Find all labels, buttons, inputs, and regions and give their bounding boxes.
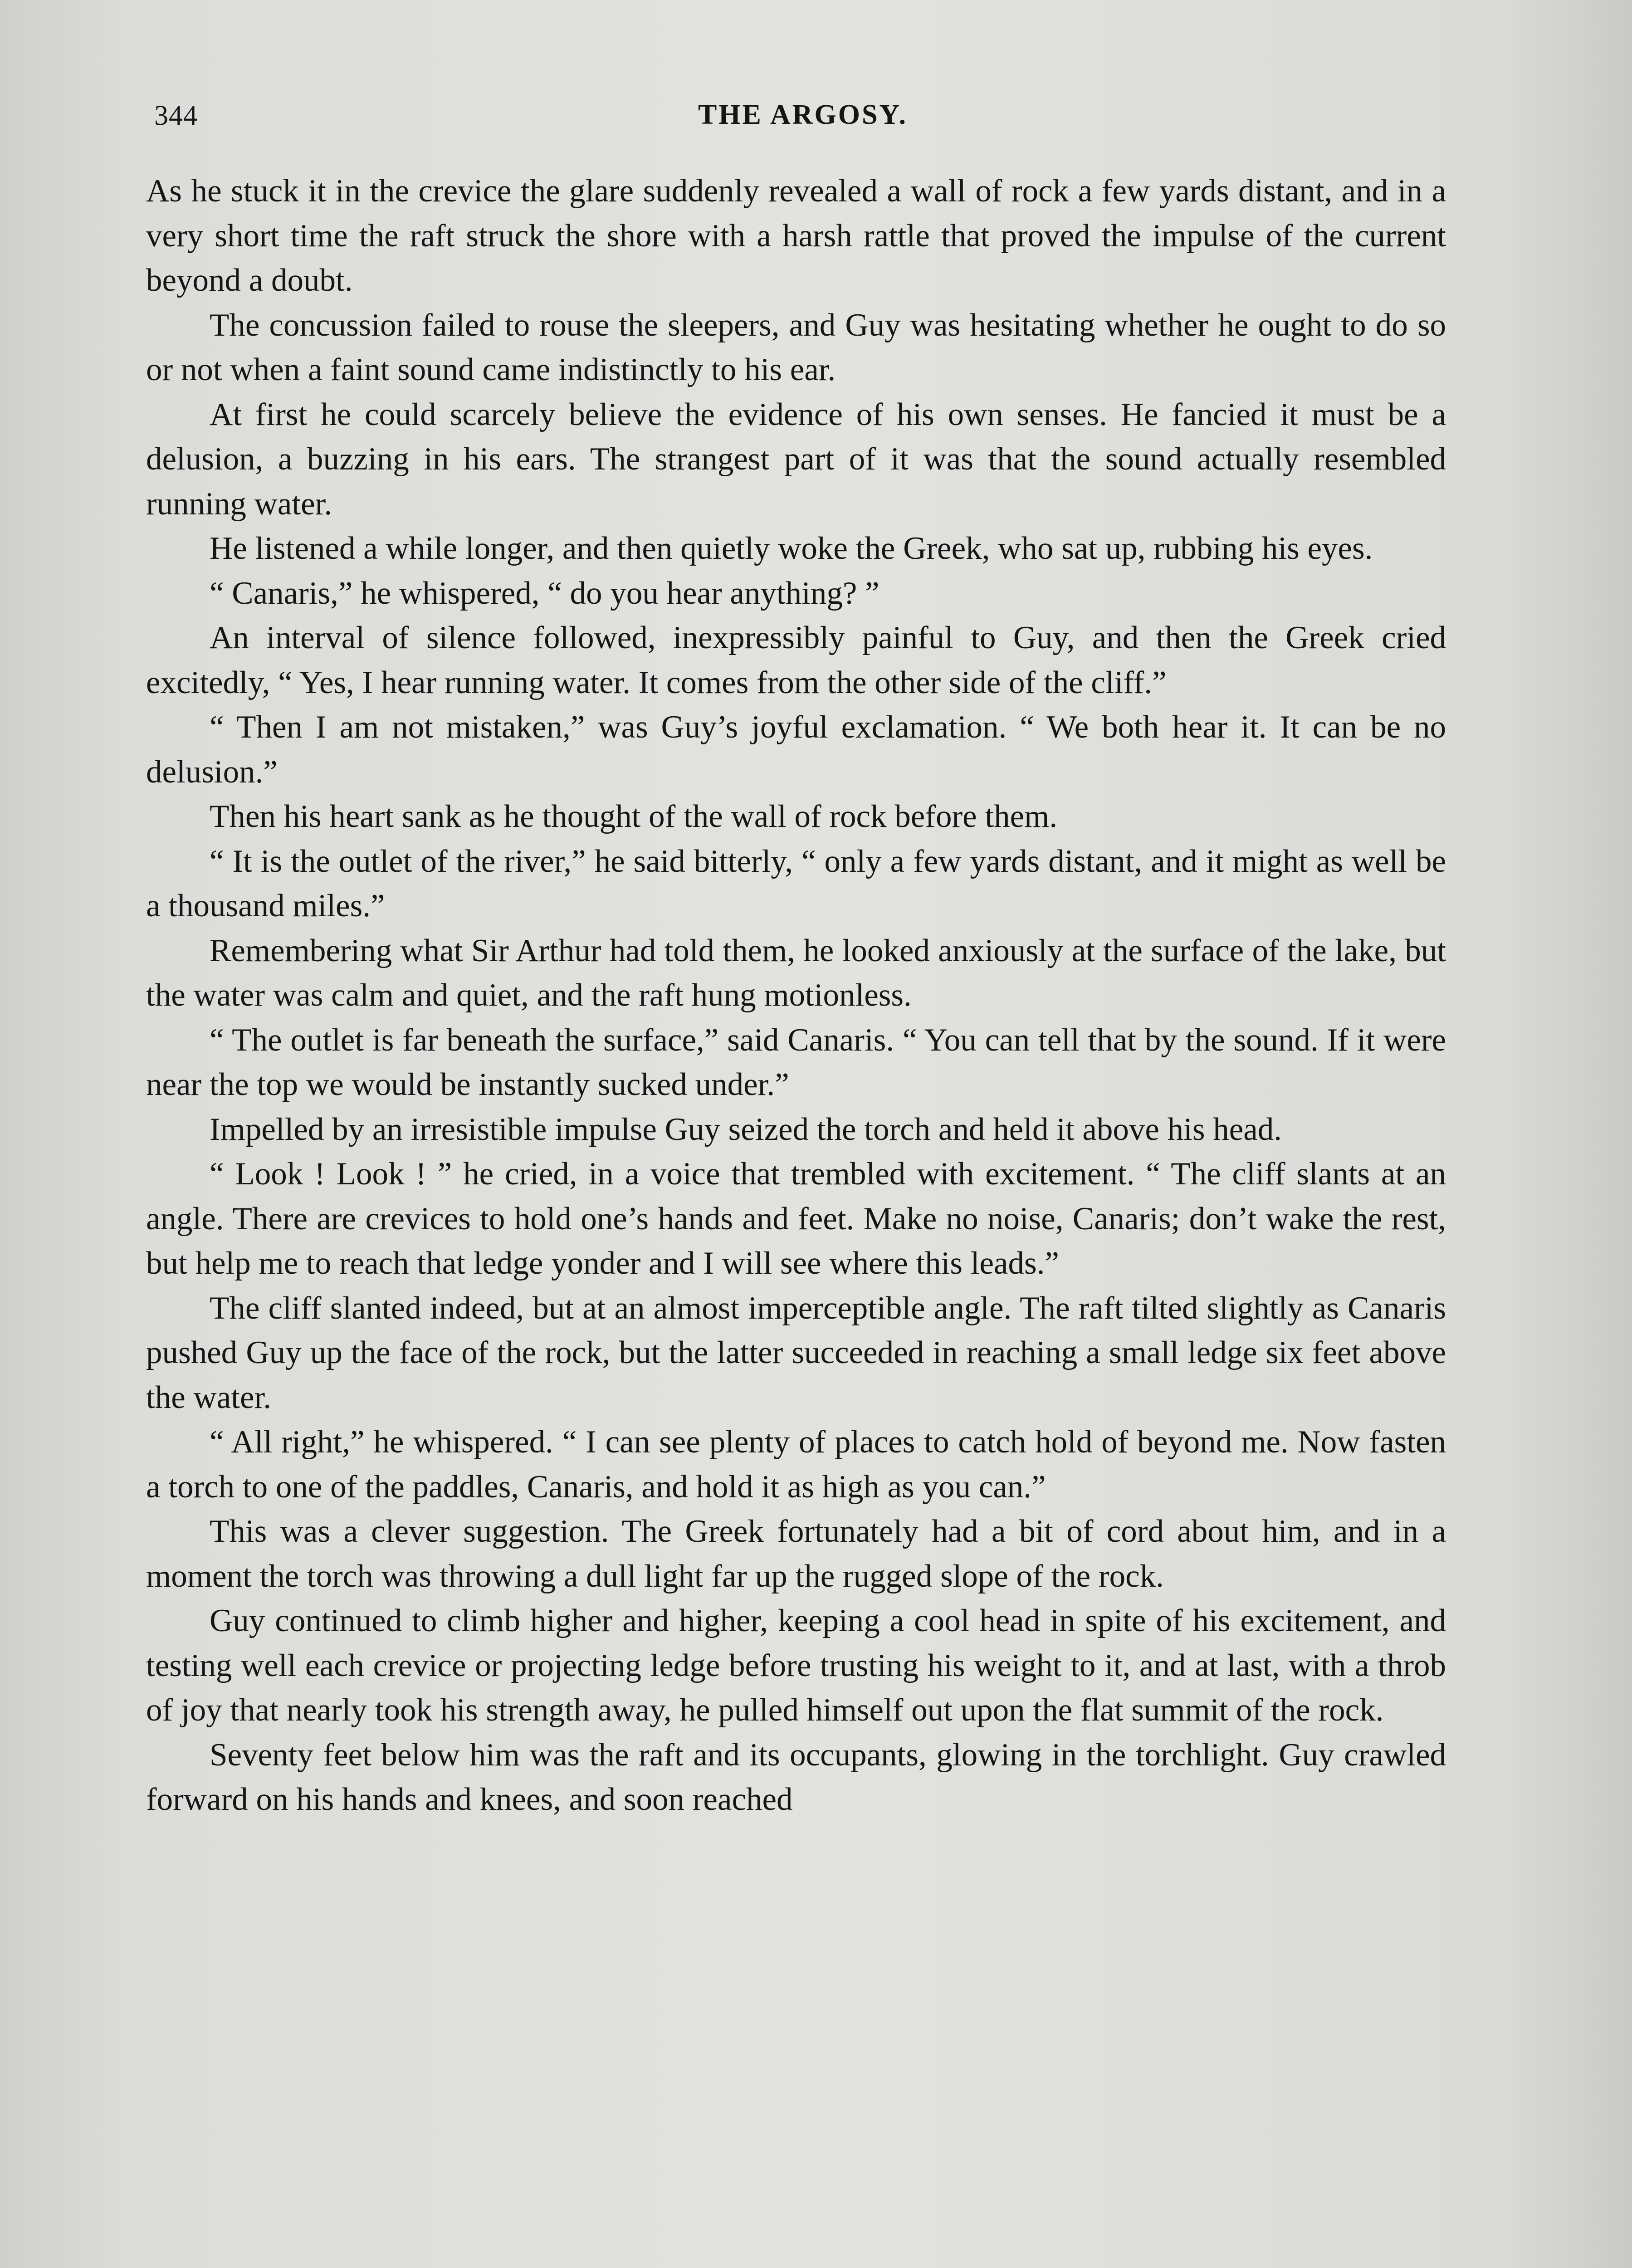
paragraph: “ All right,” he whispered. “ I can see plenty of places to catch hold of beyond me. Now fasten a torch to one of the paddles, Canaris, and hold it as high as you can.”: [146, 1424, 1446, 1505]
paragraph: Guy continued to climb higher and higher, keeping a cool head in spite of his excitement, and testing well each crevice or projecting ledge before trusting his weight to it, and at last, with a throb of joy that nearly took his strength away, he pulled himself out upon the flat summit of the rock.: [146, 1603, 1446, 1728]
paragraph: Remembering what Sir Arthur had told them, he looked anxiously at the surface of the lake, but the water was calm and quiet, and the raft hung motionless.: [146, 933, 1446, 1013]
paragraph: “ Canaris,” he whispered, “ do you hear anything? ”: [210, 575, 880, 611]
paragraph: “ Look ! Look ! ” he cried, in a voice that trembled with excitement. “ The cliff slants at an angle. There are crevices to hold one’s hands and feet. Make no noise, Canaris; don’t wake the rest, but help me to reach that ledge yonder and I will see where this leads.”: [146, 1156, 1446, 1281]
paragraph: The cliff slanted indeed, but at an almost imperceptible angle. The raft tilted slightly as Canaris pushed Guy up the face of the rock, but the latter succeeded in reaching a small ledge six feet above the water.: [146, 1290, 1446, 1415]
body-text: [146, 169, 1446, 1822]
page-header: [154, 95, 1451, 136]
paragraph: Then his heart sank as he thought of the wall of rock before them.: [210, 799, 1058, 834]
paragraph: At first he could scarcely believe the evidence of his own senses. He fancied it must be a delusion, a buzzing in his ears. The strangest part of it was that the sound actually resembled running water.: [146, 396, 1446, 522]
running-title: THE ARGOSY.: [698, 99, 908, 130]
paragraph: He listened a while longer, and then quietly woke the Greek, who sat up, rubbing his eyes.: [210, 531, 1373, 566]
paragraph: Seventy feet below him was the raft and its occupants, glowing in the torchlight. Guy crawled forward on his hands and knees, and soon reached: [146, 1737, 1446, 1817]
paragraph: The concussion failed to rouse the sleepers, and Guy was hesitating whether he ought to do so or not when a faint sound came indistinctly to his ear.: [146, 307, 1446, 387]
paragraph: “ It is the outlet of the river,” he said bitterly, “ only a few yards distant, and it might as well be a thousand miles.”: [146, 843, 1446, 924]
paragraph: “ The outlet is far beneath the surface,” said Canaris. “ You can tell that by the sound. If it were near the top we would be instantly sucked under.”: [146, 1022, 1446, 1102]
paragraph: Impelled by an irresistible impulse Guy seized the torch and held it above his head.: [210, 1111, 1282, 1147]
paragraph: “ Then I am not mistaken,” was Guy’s joyful exclamation. “ We both hear it. It can be no delusion.”: [146, 709, 1446, 790]
page-number: 344: [154, 100, 198, 131]
paragraph: As he stuck it in the crevice the glare suddenly revealed a wall of rock a few yards distant, and in a very short time the raft struck the shore with a harsh rattle that proved the impulse of the current beyond a doubt.: [146, 173, 1446, 298]
paragraph: An interval of silence followed, inexpressibly painful to Guy, and then the Greek cried excitedly, “ Yes, I hear running water. It comes from the other side of the cliff.”: [146, 620, 1446, 700]
paragraph: This was a clever suggestion. The Greek fortunately had a bit of cord about him, and in a moment the torch was throwing a dull light far up the rugged slope of the rock.: [146, 1514, 1446, 1594]
